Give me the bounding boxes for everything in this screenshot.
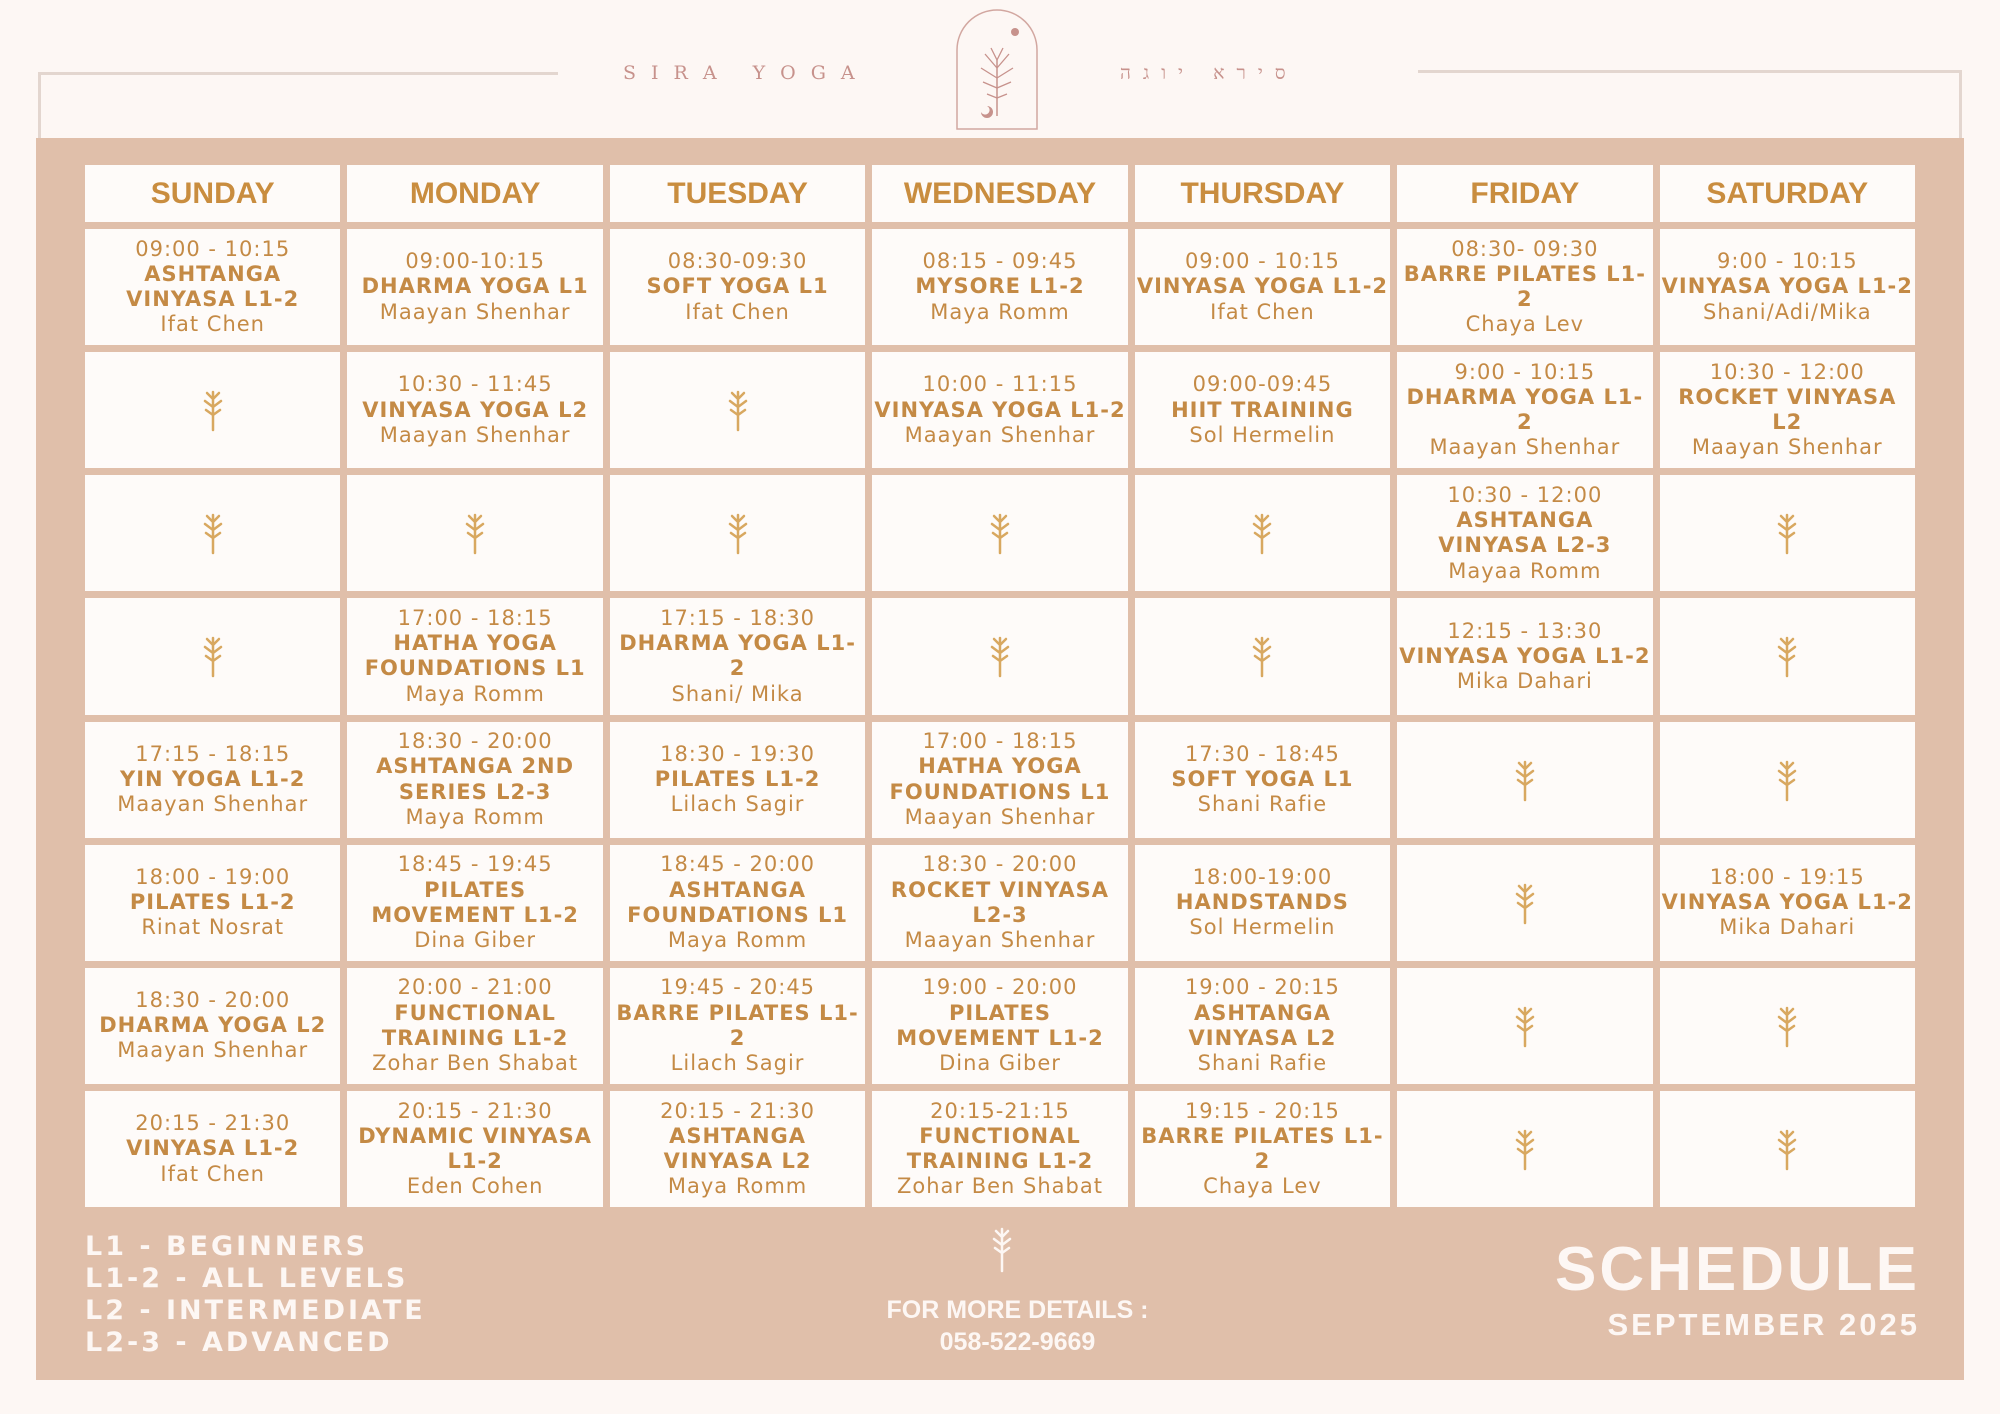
class-time: 10:30 - 12:00 xyxy=(1709,359,1865,384)
class-time: 08:30- 09:30 xyxy=(1451,236,1599,261)
class-teacher: Lilach Sagir xyxy=(670,792,805,817)
empty-slot-saturday xyxy=(1660,598,1915,714)
level-legend xyxy=(85,1231,426,1359)
class-slot-thursday xyxy=(1135,845,1390,961)
sprig-icon xyxy=(726,388,750,432)
class-name: ROCKET VINYASA L2 xyxy=(1678,385,1897,435)
class-name: VINYASA YOGA L1-2 xyxy=(1661,274,1913,299)
class-slot-wednesday xyxy=(872,968,1127,1084)
header-line-right-drop xyxy=(1959,70,1962,138)
class-time: 09:00-10:15 xyxy=(405,249,545,274)
class-time: 17:15 - 18:30 xyxy=(660,606,816,631)
class-teacher: Shani Rafie xyxy=(1197,792,1328,817)
class-slot-wednesday xyxy=(872,845,1127,961)
class-time: 18:00 - 19:15 xyxy=(1709,864,1865,889)
sprig-icon xyxy=(988,511,1012,555)
sprig-icon xyxy=(990,1225,1014,1273)
sprig-icon xyxy=(201,388,225,432)
class-teacher: Chaya Lev xyxy=(1465,312,1585,337)
class-name: ASHTANGA VINYASA L2 xyxy=(663,1123,812,1173)
class-slot-tuesday xyxy=(610,968,865,1084)
legend-item-intermediate: L2 - INTERMEDIATE xyxy=(85,1295,426,1326)
sprig-icon xyxy=(726,511,750,555)
class-slot-tuesday xyxy=(610,1091,865,1207)
empty-slot-sunday xyxy=(85,352,340,468)
class-teacher: Rinat Nosrat xyxy=(141,915,285,940)
class-slot-sunday xyxy=(85,845,340,961)
class-teacher: Sol Hermelin xyxy=(1189,915,1336,940)
class-slot-monday xyxy=(347,352,602,468)
class-time: 12:15 - 13:30 xyxy=(1447,618,1603,643)
legend-item-advanced: L2-3 - ADVANCED xyxy=(85,1327,393,1358)
class-slot-saturday xyxy=(1660,352,1915,468)
class-time: 20:15-21:15 xyxy=(930,1098,1070,1123)
class-slot-friday xyxy=(1397,229,1652,345)
contact-details xyxy=(880,1294,1155,1358)
class-time: 17:00 - 18:15 xyxy=(397,606,553,631)
class-teacher: Maayan Shenhar xyxy=(1691,435,1883,460)
class-name: YIN YOGA L1-2 xyxy=(120,766,306,791)
class-slot-sunday xyxy=(85,1091,340,1207)
class-slot-tuesday xyxy=(610,845,865,961)
class-teacher: Maayan Shenhar xyxy=(117,792,309,817)
class-time: 08:30-09:30 xyxy=(667,249,808,274)
sprig-icon xyxy=(1250,634,1274,678)
palm-arch-logo xyxy=(955,8,1039,130)
class-slot-thursday xyxy=(1135,722,1390,838)
class-teacher: Ifat Chen xyxy=(685,299,790,324)
class-time: 18:45 - 19:45 xyxy=(397,852,553,877)
empty-slot-friday xyxy=(1397,845,1652,961)
class-name: VINYASA YOGA L1-2 xyxy=(874,397,1126,422)
legend-item-all-levels: L1-2 - ALL LEVELS xyxy=(85,1263,409,1294)
class-name: BARRE PILATES L1-2 xyxy=(1141,1123,1384,1173)
class-time: 10:30 - 11:45 xyxy=(397,372,553,397)
class-name: PILATES MOVEMENT L1-2 xyxy=(371,877,579,927)
day-header-sunday: SUNDAY xyxy=(85,165,340,222)
class-time: 20:15 - 21:30 xyxy=(135,1111,291,1136)
empty-slot-saturday xyxy=(1660,722,1915,838)
class-teacher: Eden Cohen xyxy=(406,1174,544,1199)
class-teacher: Maya Romm xyxy=(405,681,545,706)
class-teacher: Maayan Shenhar xyxy=(904,422,1096,447)
class-time: 19:45 - 20:45 xyxy=(660,975,816,1000)
empty-slot-friday xyxy=(1397,968,1652,1084)
class-time: 19:00 - 20:15 xyxy=(1184,975,1340,1000)
class-name: FUNCTIONAL TRAINING L1-2 xyxy=(381,1000,569,1050)
class-slot-monday xyxy=(347,598,602,714)
class-time: 18:00 - 19:00 xyxy=(135,864,291,889)
class-name: PILATES MOVEMENT L1-2 xyxy=(896,1000,1104,1050)
empty-slot-friday xyxy=(1397,1091,1652,1207)
empty-slot-wednesday xyxy=(872,475,1127,591)
class-teacher: Maayan Shenhar xyxy=(379,299,571,324)
class-teacher: Shani Rafie xyxy=(1197,1051,1328,1075)
day-header-monday: MONDAY xyxy=(347,165,602,222)
sprig-icon xyxy=(1775,1127,1799,1171)
class-name: VINYASA YOGA L2 xyxy=(362,397,589,422)
class-slot-friday xyxy=(1397,352,1652,468)
class-slot-thursday xyxy=(1135,968,1390,1084)
sprig-icon xyxy=(1513,1127,1537,1171)
class-slot-friday xyxy=(1397,475,1652,591)
class-slot-tuesday xyxy=(610,598,865,714)
class-slot-wednesday xyxy=(872,1091,1127,1207)
class-teacher: Shani/Adi/Mika xyxy=(1702,299,1872,324)
class-name: DHARMA YOGA L1 xyxy=(361,274,589,299)
empty-slot-tuesday xyxy=(610,352,865,468)
class-slot-sunday xyxy=(85,229,340,345)
class-name: VINYASA YOGA L1-2 xyxy=(1661,890,1913,915)
class-name: FUNCTIONAL TRAINING L1-2 xyxy=(906,1123,1094,1173)
class-slot-tuesday xyxy=(610,229,865,345)
class-teacher: Ifat Chen xyxy=(160,1161,265,1186)
class-name: VINYASA YOGA L1-2 xyxy=(1136,274,1389,299)
schedule-month: SEPTEMBER 2025 xyxy=(1607,1307,1920,1342)
sprig-icon xyxy=(201,511,225,555)
empty-slot-saturday xyxy=(1660,1091,1915,1207)
empty-slot-thursday xyxy=(1135,598,1390,714)
class-name: ASHTANGA VINYASA L2-3 xyxy=(1438,508,1612,558)
class-name: PILATES L1-2 xyxy=(654,766,821,791)
class-slot-friday xyxy=(1397,598,1652,714)
legend-item-beginners: L1 - BEGINNERS xyxy=(85,1231,369,1262)
class-teacher: Chaya Lev xyxy=(1203,1174,1322,1199)
sprig-icon xyxy=(1775,1004,1799,1048)
class-teacher: Zohar Ben Shabat xyxy=(372,1051,579,1075)
empty-slot-friday xyxy=(1397,722,1652,838)
sprig-icon xyxy=(1775,634,1799,678)
class-slot-thursday xyxy=(1135,229,1390,345)
class-time: 18:45 - 20:00 xyxy=(660,852,816,877)
class-teacher: Maya Romm xyxy=(667,1174,808,1199)
sprig-icon xyxy=(1513,881,1537,925)
class-teacher: Maya Romm xyxy=(930,299,1070,324)
class-name: VINYASA YOGA L1-2 xyxy=(1399,643,1651,668)
class-time: 18:30 - 20:00 xyxy=(135,988,291,1013)
class-time: 18:30 - 20:00 xyxy=(922,852,1078,877)
class-name: SOFT YOGA L1 xyxy=(1171,766,1354,791)
class-name: BARRE PILATES L1-2 xyxy=(1403,261,1646,312)
class-teacher: Lilach Sagir xyxy=(670,1051,805,1075)
empty-slot-sunday xyxy=(85,475,340,591)
sprig-icon xyxy=(1513,758,1537,802)
class-name: VINYASA L1-2 xyxy=(126,1136,300,1161)
class-teacher: Maayan Shenhar xyxy=(904,804,1096,829)
empty-slot-monday xyxy=(347,475,602,591)
class-teacher: Dina Giber xyxy=(414,927,537,952)
class-name: PILATES L1-2 xyxy=(129,890,296,915)
class-slot-sunday xyxy=(85,722,340,838)
class-time: 09:00-09:45 xyxy=(1192,372,1333,397)
class-teacher: Mika Dahari xyxy=(1719,915,1856,940)
class-teacher: Ifat Chen xyxy=(160,312,265,337)
class-time: 18:30 - 20:00 xyxy=(397,729,553,754)
class-name: ASHTANGA FOUNDATIONS L1 xyxy=(627,877,848,927)
sprig-icon xyxy=(201,634,225,678)
day-header-saturday: SATURDAY xyxy=(1660,165,1915,222)
class-time: 20:15 - 21:30 xyxy=(397,1098,553,1123)
contact-label: FOR MORE DETAILS : xyxy=(886,1296,1149,1324)
schedule-title-block xyxy=(1555,1235,1920,1345)
class-name: ROCKET VINYASA L2-3 xyxy=(890,877,1110,927)
class-name: HIIT TRAINING xyxy=(1171,397,1354,422)
class-name: ASHTANGA VINYASA L1-2 xyxy=(126,261,300,312)
class-time: 09:00 - 10:15 xyxy=(135,236,291,261)
class-teacher: Zohar Ben Shabat xyxy=(897,1174,1103,1199)
class-slot-wednesday xyxy=(872,352,1127,468)
class-name: HATHA YOGA FOUNDATIONS L1 xyxy=(889,754,1111,804)
class-teacher: Dina Giber xyxy=(939,1051,1061,1075)
empty-slot-saturday xyxy=(1660,475,1915,591)
day-header-thursday: THURSDAY xyxy=(1135,165,1390,222)
class-time: 10:00 - 11:15 xyxy=(922,372,1078,397)
header-line-right xyxy=(1418,70,1962,73)
class-teacher: Shani/ Mika xyxy=(671,681,804,706)
class-name: DHARMA YOGA L1-2 xyxy=(1406,385,1644,435)
class-slot-thursday xyxy=(1135,1091,1390,1207)
class-teacher: Sol Hermelin xyxy=(1189,422,1336,447)
class-name: BARRE PILATES L1-2 xyxy=(616,1000,859,1050)
class-teacher: Maayan Shenhar xyxy=(117,1038,309,1063)
class-teacher: Mika Dahari xyxy=(1456,669,1593,694)
class-slot-wednesday xyxy=(872,722,1127,838)
class-time: 08:15 - 09:45 xyxy=(922,249,1078,274)
day-header-tuesday: TUESDAY xyxy=(610,165,865,222)
class-time: 19:15 - 20:15 xyxy=(1184,1098,1340,1123)
header-line-left xyxy=(38,72,558,75)
schedule-title: SCHEDULE xyxy=(1554,1235,1920,1304)
empty-slot-saturday xyxy=(1660,968,1915,1084)
sprig-icon xyxy=(988,634,1012,678)
class-slot-wednesday xyxy=(872,229,1127,345)
sprig-icon xyxy=(1250,511,1274,555)
sprig-icon xyxy=(1513,1004,1537,1048)
class-teacher: Maya Romm xyxy=(667,927,808,952)
class-time: 9:00 - 10:15 xyxy=(1454,359,1596,384)
class-slot-thursday xyxy=(1135,352,1390,468)
class-slot-monday xyxy=(347,968,602,1084)
class-time: 20:00 - 21:00 xyxy=(397,975,553,1000)
class-name: DYNAMIC VINYASA L1-2 xyxy=(358,1123,593,1173)
class-slot-monday xyxy=(347,845,602,961)
class-teacher: Maayan Shenhar xyxy=(1429,435,1621,460)
class-name: HATHA YOGA FOUNDATIONS L1 xyxy=(364,631,586,681)
class-time: 9:00 - 10:15 xyxy=(1716,249,1858,274)
empty-slot-thursday xyxy=(1135,475,1390,591)
class-teacher: Maayan Shenhar xyxy=(904,927,1096,952)
class-time: 17:00 - 18:15 xyxy=(922,729,1078,754)
header-line-left-drop xyxy=(38,72,41,138)
class-time: 17:15 - 18:15 xyxy=(135,741,291,766)
class-time: 18:30 - 19:30 xyxy=(660,741,816,766)
class-slot-tuesday xyxy=(610,722,865,838)
class-teacher: Maya Romm xyxy=(405,804,545,829)
class-time: 19:00 - 20:00 xyxy=(922,975,1078,1000)
brand-name-english: SIRA YOGA xyxy=(623,62,870,84)
sprig-icon xyxy=(463,511,487,555)
class-time: 10:30 - 12:00 xyxy=(1447,482,1603,507)
class-time: 17:30 - 18:45 xyxy=(1184,741,1340,766)
class-name: DHARMA YOGA L2 xyxy=(99,1013,327,1038)
sprig-icon xyxy=(1775,758,1799,802)
schedule-grid xyxy=(85,165,1915,1207)
class-teacher: Ifat Chen xyxy=(1210,299,1315,324)
class-slot-sunday xyxy=(85,968,340,1084)
sprig-icon xyxy=(1775,511,1799,555)
class-slot-saturday xyxy=(1660,845,1915,961)
class-slot-monday xyxy=(347,1091,602,1207)
class-slot-saturday xyxy=(1660,229,1915,345)
class-slot-monday xyxy=(347,722,602,838)
class-name: HANDSTANDS xyxy=(1175,890,1349,915)
class-slot-monday xyxy=(347,229,602,345)
empty-slot-wednesday xyxy=(872,598,1127,714)
empty-slot-sunday xyxy=(85,598,340,714)
class-name: ASHTANGA 2ND SERIES L2-3 xyxy=(376,754,575,804)
class-name: DHARMA YOGA L1-2 xyxy=(619,631,856,681)
class-name: SOFT YOGA L1 xyxy=(646,274,829,299)
class-teacher: Mayaa Romm xyxy=(1448,558,1602,583)
class-teacher: Maayan Shenhar xyxy=(379,422,571,447)
class-time: 18:00-19:00 xyxy=(1192,864,1333,889)
class-time: 20:15 - 21:30 xyxy=(660,1098,816,1123)
day-header-friday: FRIDAY xyxy=(1397,165,1652,222)
contact-phone[interactable]: 058-522-9669 xyxy=(939,1328,1096,1356)
empty-slot-tuesday xyxy=(610,475,865,591)
class-name: ASHTANGA VINYASA L2 xyxy=(1188,1000,1337,1050)
brand-name-hebrew: סירא יוגה xyxy=(1120,62,1298,84)
class-name: MYSORE L1-2 xyxy=(915,274,1085,299)
class-time: 09:00 - 10:15 xyxy=(1184,249,1340,274)
day-header-wednesday: WEDNESDAY xyxy=(872,165,1127,222)
